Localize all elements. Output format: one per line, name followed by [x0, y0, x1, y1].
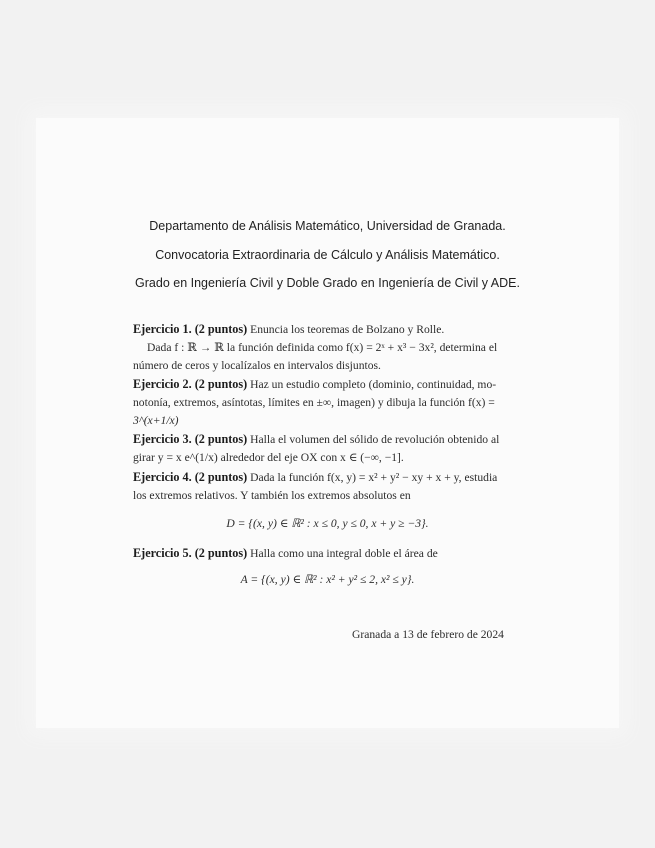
exercise-1-line-3: número de ceros y localízalos en intervalos disjuntos.: [133, 359, 381, 372]
header-degree: Grado en Ingeniería Civil y Doble Grado en Ingeniería de Civil y ADE.: [135, 276, 520, 290]
exercise-3-title: Ejercicio 3. (2 puntos): [133, 432, 248, 446]
exercise-1-line-2: Dada f : ℝ → ℝ la función definida como f(x) = 2ˣ + x³ − 3x², determina el: [147, 341, 498, 354]
exercise-4-line-2: los extremos relativos. Y también los extremos absolutos en: [133, 489, 411, 502]
exercise-2-line-2: notonía, extremos, asíntotas, límites en ±∞, imagen) y dibuja la función f(x) =: [133, 396, 495, 409]
exercise-2-line-1: Haz un estudio completo (dominio, continuidad, mo-: [250, 378, 497, 391]
exercise-4-title: Ejercicio 4. (2 puntos): [133, 470, 248, 484]
exercise-1-line-1: Enuncia los teoremas de Bolzano y Rolle.: [250, 323, 445, 336]
footer-date: Granada a 13 de febrero de 2024: [352, 628, 504, 641]
exercise-1: [133, 320, 501, 375]
exercise-4-line-1: Dada la función f(x, y) = x² + y² − xy + x + y, estudia: [250, 471, 498, 484]
exercise-5-line-1: Halla como una integral doble el área de: [250, 547, 438, 560]
exercise-2: [133, 375, 501, 430]
exercise-4-domain-formula: D = {(x, y) ∈ ℝ² : x ≤ 0, y ≤ 0, x + y ≥ −3}.: [226, 517, 429, 530]
exercise-3-line-1: Halla el volumen del sólido de revolución obtenido al: [250, 433, 500, 446]
exercise-3-line-2: girar y = x e^(1/x) alrededor del eje OX con x ∈ (−∞, −1].: [133, 451, 404, 464]
exercise-2-title: Ejercicio 2. (2 puntos): [133, 377, 248, 391]
exercise-5-title: Ejercicio 5. (2 puntos): [133, 546, 248, 560]
header-department: Departamento de Análisis Matemático, Universidad de Granada.: [149, 219, 506, 233]
exercise-1-title: Ejercicio 1. (2 puntos): [133, 322, 248, 336]
exercise-5: [133, 544, 501, 563]
exercise-4: [133, 468, 501, 505]
exercise-2-line-3: 3^(x+1/x): [133, 414, 179, 427]
header-exam-call: Convocatoria Extraordinaria de Cálculo y Análisis Matemático.: [155, 248, 500, 262]
exercise-5-region-formula: A = {(x, y) ∈ ℝ² : x² + y² ≤ 2, x² ≤ y}.: [240, 573, 415, 586]
exercise-3: [133, 430, 501, 467]
